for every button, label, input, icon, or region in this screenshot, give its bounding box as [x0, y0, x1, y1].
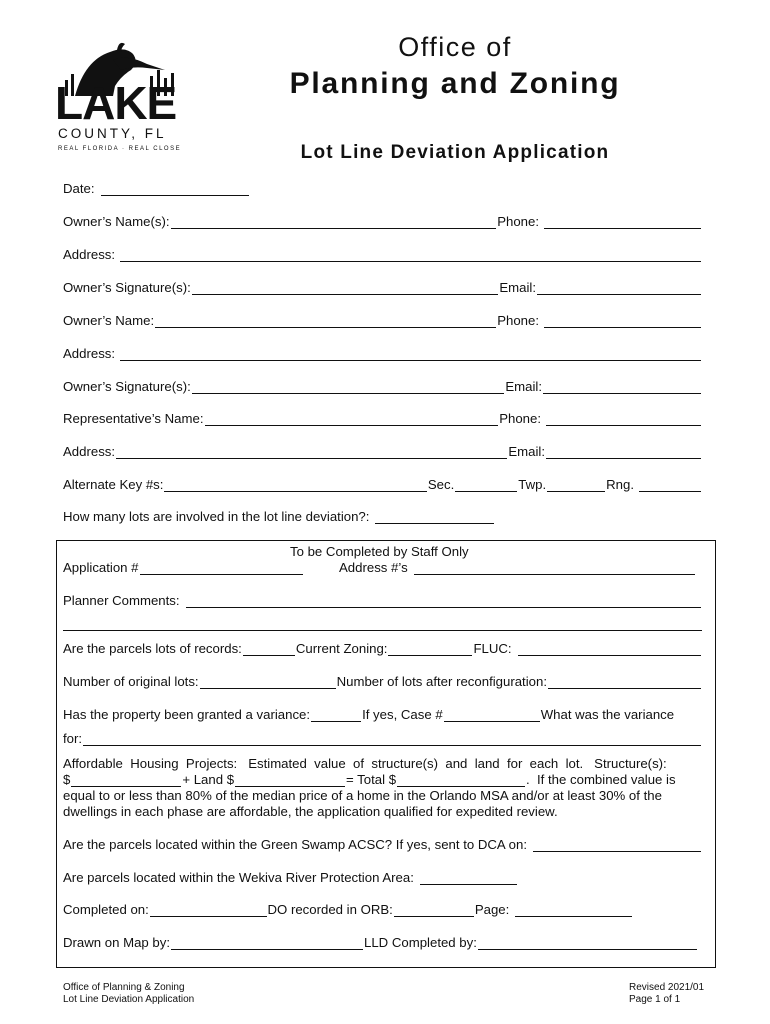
footer-left [63, 982, 194, 1006]
address-label: Address: [63, 247, 116, 262]
green-swamp-label: Are the parcels located within the Green Swamp ACSC? If yes, sent to DCA on: [63, 837, 527, 852]
representative-field[interactable] [205, 413, 499, 426]
email-field-2[interactable] [543, 381, 701, 394]
original-lots-label: Number of original lots: [63, 674, 199, 689]
affordable-tail: . If the combined value is [526, 772, 676, 787]
address-label-2: Address: [63, 346, 116, 361]
owner-name-row-2 [63, 313, 702, 328]
owner-signature-row [63, 280, 702, 295]
affordable-housing-line3: equal to or less than 80% of the median price of a home in the Orlando MSA and/or at least 30% of the [63, 788, 662, 803]
footer-right [629, 982, 704, 1006]
parcels-records-label: Are the parcels lots of records: [63, 641, 242, 656]
rng-field[interactable] [639, 479, 701, 492]
lots-involved-row [63, 509, 495, 524]
phone-field-3[interactable] [546, 413, 701, 426]
drawn-on-map-row [63, 935, 698, 950]
fluc-label: FLUC: [473, 641, 512, 656]
variance-label: Has the property been granted a variance: [63, 707, 311, 722]
owner-signature-field-2[interactable] [192, 381, 505, 394]
alternate-key-field[interactable] [164, 479, 426, 492]
address-field[interactable] [120, 249, 701, 262]
alternate-key-row [63, 477, 702, 492]
green-swamp-field[interactable] [533, 839, 701, 852]
original-lots-field[interactable] [200, 676, 336, 689]
land-value-label: + Land $ [182, 772, 235, 787]
lots-after-label: Number of lots after reconfiguration: [336, 674, 547, 689]
fluc-field[interactable] [518, 643, 701, 656]
address-numbers-label: Address #’s [339, 560, 408, 575]
planner-comments-line-2[interactable] [63, 630, 702, 631]
variance-field[interactable] [311, 709, 361, 722]
address-row-2 [63, 346, 702, 361]
footer-form-name: Lot Line Deviation Application [63, 994, 195, 1005]
page-label: Page: [474, 902, 510, 917]
address-field-2[interactable] [120, 348, 701, 361]
owner-name-field[interactable] [155, 315, 496, 328]
lld-completed-field[interactable] [478, 937, 697, 950]
office-title-line2: Planning and Zoning [289, 67, 621, 100]
phone-label-3: Phone: [499, 411, 541, 426]
address-numbers-field[interactable] [414, 562, 695, 575]
total-value-field[interactable] [397, 774, 525, 787]
lots-after-field[interactable] [548, 676, 701, 689]
page-field[interactable] [515, 904, 632, 917]
email-field-3[interactable] [546, 446, 701, 459]
owner-name-row [63, 214, 702, 229]
alternate-key-label: Alternate Key #s: [63, 477, 164, 492]
date-row [63, 181, 250, 196]
wekiva-row [63, 870, 518, 885]
land-value-field[interactable] [235, 774, 345, 787]
current-zoning-field[interactable] [388, 643, 472, 656]
planner-comments-field[interactable] [186, 595, 701, 608]
affordable-values-row [63, 772, 702, 787]
footer-page-number: Page 1 of 1 [629, 994, 681, 1005]
representative-label: Representative’s Name: [63, 411, 204, 426]
address-row [63, 247, 702, 262]
case-number-label: If yes, Case # [362, 707, 443, 722]
completed-on-field[interactable] [150, 904, 267, 917]
completed-on-label: Completed on: [63, 902, 149, 917]
variance-for-row [63, 731, 702, 746]
variance-row [63, 707, 702, 722]
date-label: Date: [63, 181, 95, 196]
what-variance-label: What was the variance [540, 707, 675, 722]
twp-field[interactable] [547, 479, 605, 492]
logo-county: COUNTY, FL [58, 126, 167, 141]
application-number-field[interactable] [140, 562, 303, 575]
owner-signature-field[interactable] [192, 282, 499, 295]
phone-field-2[interactable] [544, 315, 701, 328]
logo-wordmark: LAKE [55, 77, 177, 129]
phone-field[interactable] [544, 216, 701, 229]
phone-label: Phone: [497, 214, 539, 229]
completed-row [63, 902, 633, 917]
current-zoning-label: Current Zoning: [295, 641, 388, 656]
do-recorded-field[interactable] [394, 904, 474, 917]
drawn-on-map-field[interactable] [171, 937, 363, 950]
footer-office: Office of Planning & Zoning [63, 982, 185, 993]
application-number-label: Application # [63, 560, 139, 575]
twp-label: Twp. [518, 477, 547, 492]
staff-heading: To be Completed by Staff Only [290, 544, 469, 559]
representative-row [63, 411, 702, 426]
owner-signature-row-2 [63, 379, 702, 394]
lots-count-row [63, 674, 702, 689]
structure-value-field[interactable] [71, 774, 181, 787]
affordable-housing-line1: Affordable Housing Projects: Estimated value of structure(s) and land for each lot. Structure(s): [63, 756, 667, 771]
email-field[interactable] [537, 282, 701, 295]
variance-for-label: for: [63, 731, 83, 746]
rng-label: Rng. [606, 477, 634, 492]
case-number-field[interactable] [444, 709, 540, 722]
email-label-2: Email: [505, 379, 542, 394]
sec-field[interactable] [455, 479, 517, 492]
application-number-row [63, 560, 304, 575]
variance-for-field[interactable] [83, 733, 701, 746]
owner-signature-label-2: Owner’s Signature(s): [63, 379, 191, 394]
lld-completed-label: LLD Completed by: [364, 935, 477, 950]
do-recorded-label: DO recorded in ORB: [267, 902, 393, 917]
footer-revision: Revised 2021/01 [629, 982, 705, 993]
drawn-on-map-label: Drawn on Map by: [63, 935, 171, 950]
address-numbers-row [339, 560, 696, 575]
email-label-3: Email: [508, 444, 545, 459]
logo-tagline: REAL FLORIDA · REAL CLOSE [58, 146, 182, 152]
parcels-records-row [63, 641, 702, 656]
wekiva-field[interactable] [420, 872, 517, 885]
phone-label-2: Phone: [497, 313, 539, 328]
owner-names-field[interactable] [171, 216, 497, 229]
address-label-3: Address: [63, 444, 116, 459]
structure-dollar-label: $ [63, 772, 71, 787]
lots-involved-label: How many lots are involved in the lot line deviation?: [63, 509, 370, 524]
green-swamp-row [63, 837, 702, 852]
form-title: Lot Line Deviation Application [300, 142, 610, 163]
lots-involved-field[interactable] [375, 511, 494, 524]
owner-signature-label: Owner’s Signature(s): [63, 280, 191, 295]
planner-comments-label: Planner Comments: [63, 593, 180, 608]
sec-label: Sec. [427, 477, 455, 492]
address-row-3 [63, 444, 702, 459]
wekiva-label: Are parcels located within the Wekiva River Protection Area: [63, 870, 414, 885]
office-title-line1: Office of [398, 32, 512, 62]
total-value-label: = Total $ [346, 772, 397, 787]
owner-names-label: Owner’s Name(s): [63, 214, 170, 229]
planner-comments-row [63, 593, 702, 608]
address-field-3[interactable] [116, 446, 507, 459]
owner-name-label: Owner’s Name: [63, 313, 155, 328]
date-field[interactable] [101, 183, 249, 196]
email-label: Email: [499, 280, 536, 295]
affordable-housing-line4: dwellings in each phase are affordable, the application qualified for expedited review. [63, 804, 558, 819]
parcels-records-field[interactable] [243, 643, 295, 656]
